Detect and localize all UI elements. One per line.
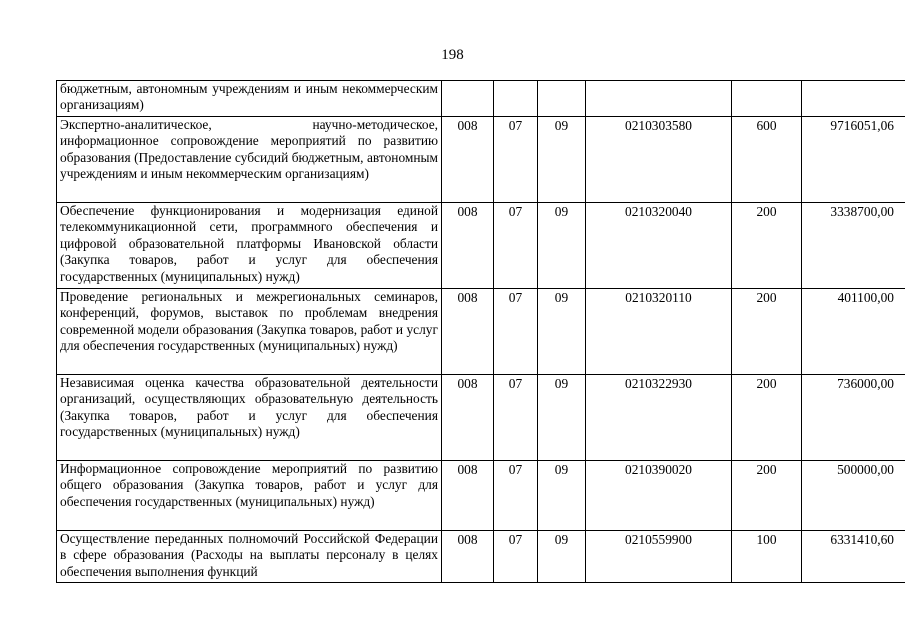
row-amount: 401100,00 [802, 289, 905, 375]
row-razdel-code: 07 [494, 203, 538, 289]
row-vedom-code: 008 [442, 203, 494, 289]
budget-table [56, 80, 905, 583]
table-row [57, 81, 905, 117]
row-vedom-code [442, 81, 494, 117]
row-csr-code: 0210322930 [586, 375, 732, 461]
row-vedom-code: 008 [442, 375, 494, 461]
row-vedom-code: 008 [442, 289, 494, 375]
row-amount: 736000,00 [802, 375, 905, 461]
row-vr-code: 200 [732, 289, 802, 375]
row-podrazdel-code: 09 [538, 375, 586, 461]
row-amount: 6331410,60 [802, 531, 905, 583]
row-vedom-code: 008 [442, 117, 494, 203]
row-podrazdel-code [538, 81, 586, 117]
row-razdel-code: 07 [494, 461, 538, 531]
row-podrazdel-code: 09 [538, 203, 586, 289]
row-description: Обеспечение функционирования и модернизация единой телекоммуникационной сети, программного обеспечения и цифровой образовательной платформы Ивановской области (Закупка товаров, работ и услуг для обеспечения государственных (муниципальных) нужд) [57, 203, 442, 289]
row-podrazdel-code: 09 [538, 117, 586, 203]
row-vr-code: 200 [732, 203, 802, 289]
row-vedom-code: 008 [442, 531, 494, 583]
row-razdel-code: 07 [494, 531, 538, 583]
row-podrazdel-code: 09 [538, 461, 586, 531]
row-description: бюджетным, автономным учреждениям и иным некоммерческим организациям) [57, 81, 442, 117]
table-row [57, 289, 905, 375]
table-row [57, 117, 905, 203]
row-amount: 3338700,00 [802, 203, 905, 289]
row-razdel-code [494, 81, 538, 117]
row-description: Осуществление переданных полномочий Российской Федерации в сфере образования (Расходы на выплаты персоналу в целях обеспечения выполнения функций [57, 531, 442, 583]
row-csr-code: 0210303580 [586, 117, 732, 203]
row-podrazdel-code: 09 [538, 289, 586, 375]
table-row [57, 461, 905, 531]
row-amount [802, 81, 905, 117]
table-row [57, 203, 905, 289]
row-amount: 9716051,06 [802, 117, 905, 203]
row-vr-code: 100 [732, 531, 802, 583]
row-razdel-code: 07 [494, 117, 538, 203]
row-description: Экспертно-аналитическое, научно-методическое, информационное сопровождение мероприятий по развитию образования (Предоставление субсидий бюджетным, автономным учреждениям и иным некоммерческим организациям) [57, 117, 442, 203]
row-csr-code: 0210320110 [586, 289, 732, 375]
row-razdel-code: 07 [494, 375, 538, 461]
row-podrazdel-code: 09 [538, 531, 586, 583]
row-description: Информационное сопровождение мероприятий по развитию общего образования (Закупка товаров, работ и услуг для обеспечения государственных (муниципальных) нужд) [57, 461, 442, 531]
row-csr-code: 0210320040 [586, 203, 732, 289]
row-csr-code: 0210559900 [586, 531, 732, 583]
row-vr-code: 600 [732, 117, 802, 203]
row-csr-code: 0210390020 [586, 461, 732, 531]
table-row [57, 375, 905, 461]
page-number: 198 [441, 47, 464, 63]
row-description: Проведение региональных и межрегиональных семинаров, конференций, форумов, выставок по проблемам внедрения современной модели образования (Закупка товаров, работ и услуг для обеспечения государственных (муниципальных) нужд) [57, 289, 442, 375]
row-vedom-code: 008 [442, 461, 494, 531]
row-amount: 500000,00 [802, 461, 905, 531]
row-vr-code [732, 81, 802, 117]
table-row [57, 531, 905, 583]
row-vr-code: 200 [732, 461, 802, 531]
row-vr-code: 200 [732, 375, 802, 461]
row-csr-code [586, 81, 732, 117]
row-description: Независимая оценка качества образовательной деятельности организаций, осуществляющих образовательную деятельность (Закупка товаров, работ и услуг для обеспечения государственных (муниципальных) нужд) [57, 375, 442, 461]
row-razdel-code: 07 [494, 289, 538, 375]
